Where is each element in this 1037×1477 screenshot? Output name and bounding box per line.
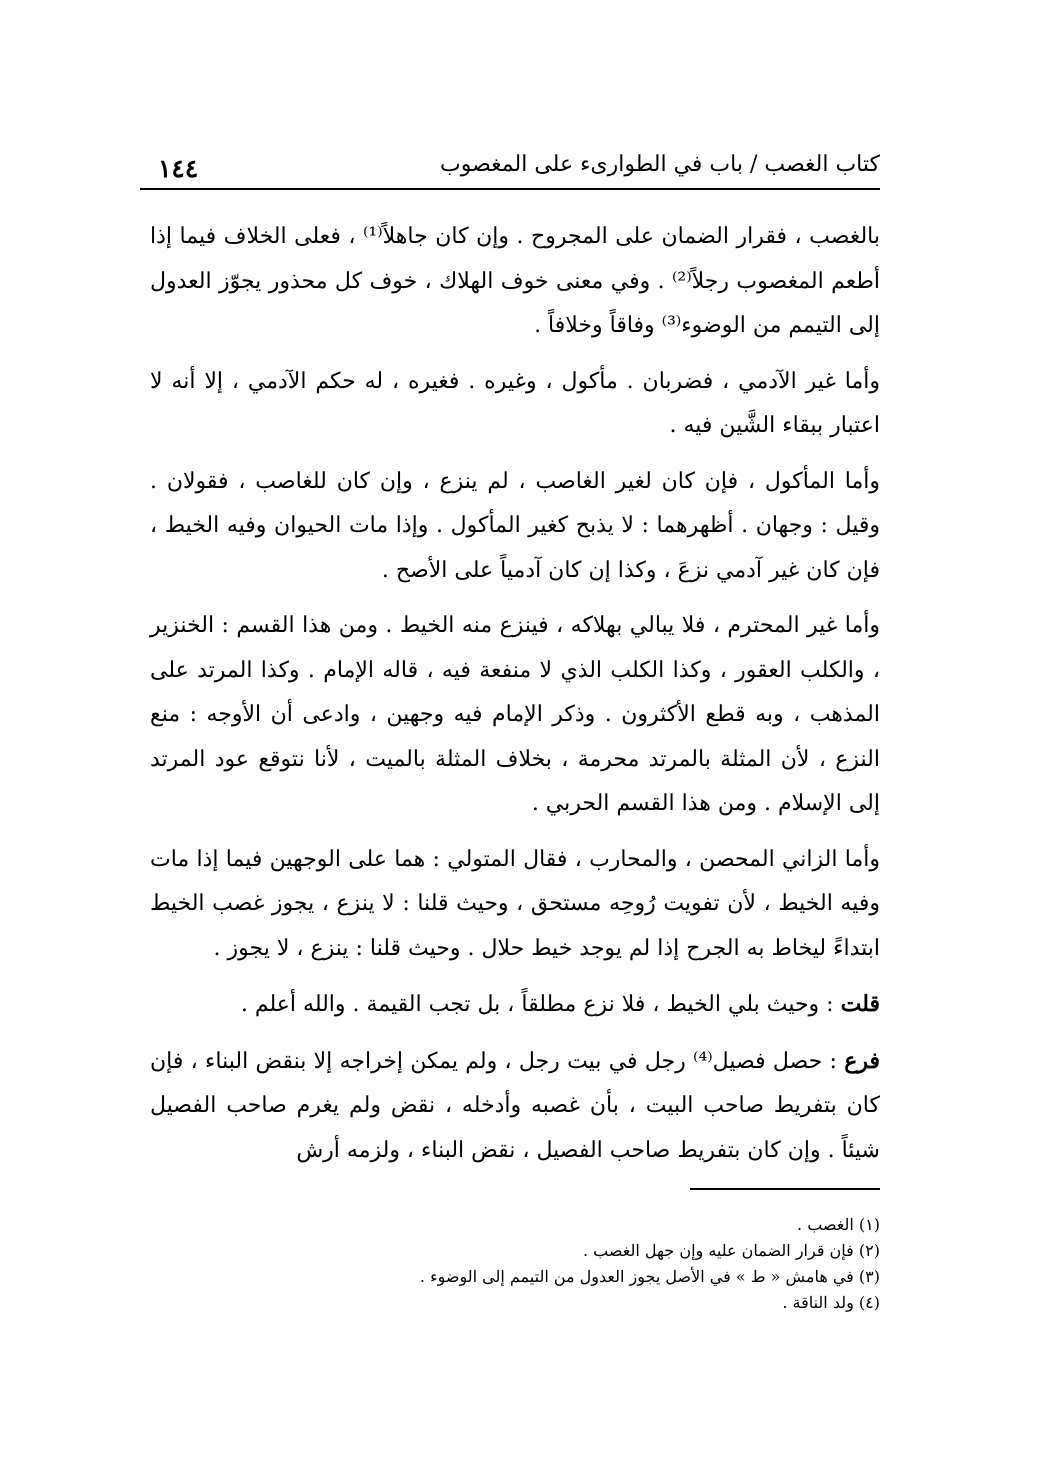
paragraph-3: وأما المأكول ، فإن كان لغير الغاصب ، لم ينزع ، وإن كان للغاصب ، فقولان . وقيل : وجهان . أظهرهما : لا يذبح كغير المأكول . وإذا مات الحيوان وفيه الخيط ، فإن كان غير آدمي نزعَ ، وكذا إن كان آدمياً على الأصح . (150, 468, 880, 583)
running-header (140, 148, 880, 190)
paragraph-6 (150, 982, 880, 1028)
paragraph-2: وأما غير الآدمي ، فضربان . مأكول ، وغيره . فغيره ، له حكم الآدمي ، إلا أنه لا اعتبار ببقاء الشَّين فيه . (150, 368, 880, 438)
footnote-divider (690, 1188, 880, 1190)
page-number: ١٤٤ (158, 154, 199, 183)
main-text (150, 215, 880, 1173)
footnote-3: (٣) في هامش « ط » في الأصل يجوز العدول من التيمم إلى الوضوء . (419, 1267, 880, 1286)
paragraph-7-lead: فرع (844, 1047, 880, 1074)
paragraph-7-text: : حصل فصيل⁽⁴⁾ رجل في بيت رجل ، ولم يمكن إخراجه إلا بنقض البناء ، فإن كان بتفريط صاحب البيت ، بأن غصبه وأدخله ، نقض ولم يغرم صاحب الفصيل شيئاً . وإن كان بتفريط صاحب الفصيل ، نقض البناء ، ولزمه أرش (150, 1048, 880, 1163)
paragraph-4: وأما غير المحترم ، فلا يبالي بهلاكه ، فينزع منه الخيط . ومن هذا القسم : الخنزير ، والكلب العقور ، وكذا الكلب الذي لا منفعة فيه ، قاله الإمام . وكذا المرتد على المذهب ، وبه قطع الأكثرون . وذكر الإمام فيه وجهين ، وادعى أن الأوجه : منع النزع ، لأن المثلة بالمرتد محرمة ، بخلاف المثلة بالميت ، لأنا نتوقع عود المرتد إلى الإسلام . ومن هذا القسم الحربي . (150, 613, 880, 816)
paragraph-6-text: : وحيث بلي الخيط ، فلا نزع مطلقاً ، بل تجب القيمة . والله أعلم . (240, 992, 841, 1017)
footnote-4: (٤) ولد الناقة . (782, 1293, 880, 1312)
paragraph-6-lead: قلت (840, 991, 880, 1017)
footnote-2: (٢) فإن قرار الضمان عليه وإن جهل الغصب . (582, 1241, 880, 1260)
footnote-1: (١) الغصب . (797, 1215, 880, 1234)
paragraph-7 (150, 1039, 880, 1174)
paragraph-5: وأما الزاني المحصن ، والمحارب ، فقال المتولي : هما على الوجهين فيما إذا مات وفيه الخيط ، لأن تفويت رُوحِه مستحق ، وحيث قلنا : لا ينزع ، يجوز غصب الخيط ابتداءً ليخاط به الجرح إذا لم يوجد خيط حلال . وحيث قلنا : ينزع ، لا يجوز . (150, 846, 880, 961)
paragraph-1: بالغصب ، فقرار الضمان على المجروح . وإن كان جاهلاً⁽¹⁾ ، فعلى الخلاف فيما إذا أطعم المغصوب رجلاً⁽²⁾ . وفي معنى خوف الهلاك ، خوف كل محذور يجوّز العدول إلى التيمم من الوضوء⁽³⁾ وفاقاً وخلافاً . (150, 224, 881, 338)
header-title: كتاب الغصب / باب في الطوارىء على المغصوب (440, 152, 880, 177)
footnotes (150, 1212, 880, 1316)
